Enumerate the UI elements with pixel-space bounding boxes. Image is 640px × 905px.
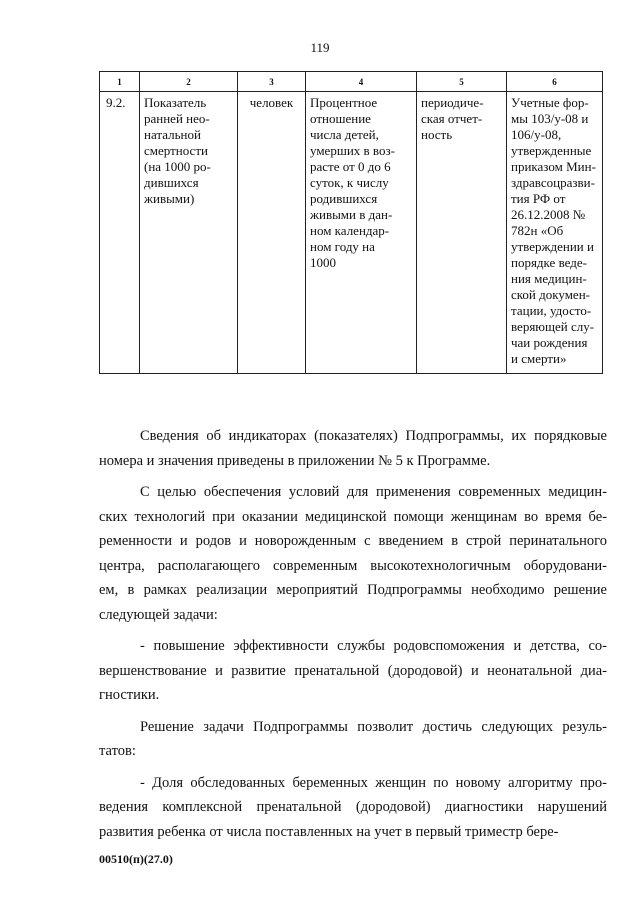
paragraph — [99, 424, 607, 473]
cell-line: Учетные фор- — [511, 95, 589, 110]
paragraph-line: Сведения об индикаторах (показателях) Подпрограммы, их порядковые — [140, 428, 607, 444]
source-cell — [507, 92, 603, 374]
cell-line: тия РФ от — [511, 191, 566, 206]
cell-line: дившихся — [144, 175, 199, 190]
paragraph-line: номера и значения приведены в приложении № 5 к Программе. — [99, 452, 491, 469]
cell-line: ном календар- — [310, 223, 390, 238]
paragraph — [99, 715, 607, 764]
footer-code: 00510(п)(27.0) — [99, 852, 173, 866]
cell-line: ность — [421, 127, 453, 142]
cell-line: 106/у-08, — [511, 127, 562, 142]
cell-line: человек — [249, 95, 294, 110]
paragraph-line: центра, располагающего современным высокотехнологичным оборудовани- — [99, 557, 607, 574]
cell-line: приказом Мин- — [511, 159, 596, 174]
table-header-row — [100, 72, 603, 92]
paragraph-line: ем, в рамках реализации мероприятий Подпрограммы необходимо решение — [99, 582, 607, 598]
cell-line: Процентное — [310, 95, 378, 110]
cell-line: веряющей слу- — [511, 319, 595, 334]
cell-line: (на 1000 ро- — [144, 159, 211, 174]
cell-line: периодиче- — [421, 95, 484, 110]
table-header-cell: 4 — [306, 72, 417, 92]
page-number: 119 — [310, 40, 330, 55]
cell-line: мы 103/у-08 и — [511, 111, 589, 126]
cell-line: 9.2. — [106, 95, 126, 110]
indicator-name-cell — [140, 92, 238, 374]
cell-line: 782н «Об — [511, 223, 564, 238]
cell-line: здравсоцразви- — [511, 175, 595, 190]
cell-line: утвержденные — [511, 143, 592, 158]
cell-line: порядке веде- — [511, 255, 587, 270]
paragraph — [99, 480, 607, 627]
table-header-cell: 6 — [507, 72, 603, 92]
indicator-table — [99, 71, 603, 374]
paragraph — [99, 771, 607, 845]
paragraph — [99, 634, 607, 708]
cell-line: ном году на — [310, 239, 375, 254]
cell-line: смертности — [144, 143, 208, 158]
table-header-cell: 1 — [100, 72, 140, 92]
body-text — [99, 424, 607, 851]
definition-cell — [306, 92, 417, 374]
paragraph-line: вершенствование и развитие пренатальной (дородовой) и неонатальной диа- — [99, 662, 607, 679]
paragraph-line: - повышение эффективности службы родовспоможения и детства, со- — [140, 638, 607, 654]
paragraph-line: следующей задачи: — [99, 606, 218, 623]
paragraph-line: - Доля обследованных беременных женщин по новому алгоритму про- — [140, 774, 607, 791]
cell-line: 1000 — [310, 255, 336, 270]
paragraph-line: ременности и родов и новорожденным с введением в строй перинатального — [99, 533, 607, 549]
row-number-cell — [100, 92, 140, 374]
cell-line: ния медицин- — [511, 271, 587, 286]
cell-line: отношение — [310, 111, 371, 126]
cell-line: утверждении и — [511, 239, 594, 254]
cell-line: числа детей, — [310, 127, 379, 142]
cell-line: ская отчет- — [421, 111, 483, 126]
cell-line: 26.12.2008 № — [511, 207, 586, 222]
cell-line: Показатель — [144, 95, 207, 110]
cell-line: расте от 0 до 6 — [310, 159, 391, 174]
table-header-cell: 5 — [417, 72, 507, 92]
table-header-cell: 3 — [238, 72, 306, 92]
periodicity-cell — [417, 92, 507, 374]
paragraph-line: С целью обеспечения условий для применения современных медицин- — [140, 484, 607, 500]
cell-line: суток, к числу — [310, 175, 389, 190]
cell-line: тации, удосто- — [511, 303, 592, 318]
cell-line: натальной — [144, 127, 201, 142]
paragraph-line: Решение задачи Подпрограммы позволит достичь следующих резуль- — [140, 718, 607, 735]
cell-line: ранней нео- — [144, 111, 210, 126]
table-header-cell: 2 — [140, 72, 238, 92]
cell-line: чаи рождения — [511, 335, 588, 350]
cell-line: умерших в воз- — [310, 143, 395, 158]
cell-line: родившихся — [310, 191, 378, 206]
cell-line: живыми в дан- — [310, 207, 393, 222]
paragraph-line: ведения комплексной пренатальной (дородовой) диагностики нарушений — [99, 799, 607, 815]
paragraph-line: гностики. — [99, 687, 160, 703]
table-row — [100, 92, 603, 374]
paragraph-line: татов: — [99, 743, 136, 759]
paragraph-line: развития ребенка от числа поставленных на учет в первый триместр бере- — [99, 823, 559, 840]
cell-line: и смерти» — [511, 351, 567, 366]
unit-cell — [238, 92, 306, 374]
paragraph-line: ских технологий при оказании медицинской помощи женщинам во время бе- — [99, 508, 607, 525]
cell-line: живыми) — [144, 191, 195, 206]
cell-line: ской докумен- — [511, 287, 590, 302]
